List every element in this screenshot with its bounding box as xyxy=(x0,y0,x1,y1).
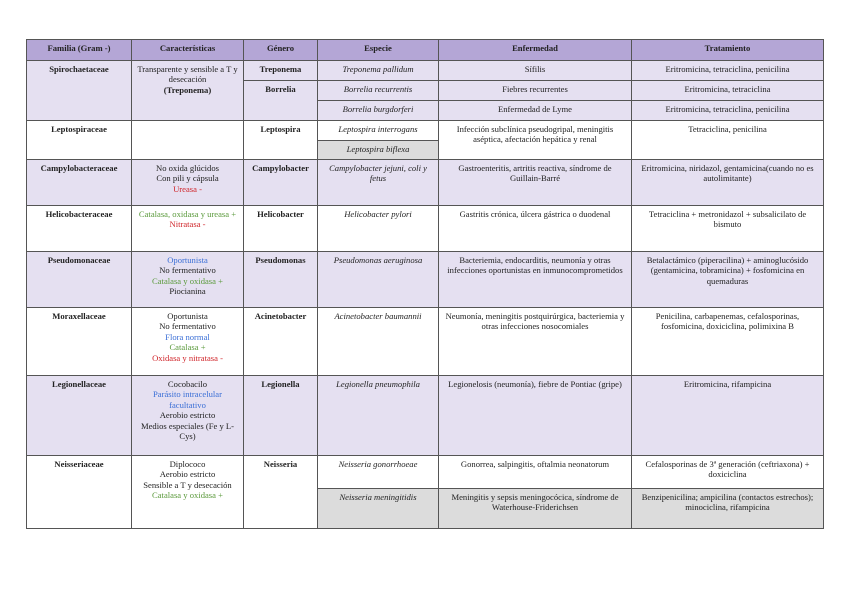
enfermedad-cell: Sífilis xyxy=(439,61,632,81)
tratamiento-cell: Penicilina, carbapenemas, cefalosporinas, fosfomicina, doxiciclina, polimixina B xyxy=(632,308,824,376)
caract-line: Transparente y sensible a T y desecación xyxy=(137,64,238,85)
caracteristicas-cell xyxy=(132,456,244,529)
caracteristicas-cell xyxy=(132,121,244,160)
familia-cell: Legionellaceae xyxy=(27,376,132,456)
caracteristicas-cell xyxy=(132,61,244,121)
caract-line: Catalasa, oxidasa y ureasa + xyxy=(138,209,237,219)
especie-cell: Borrelia recurrentis xyxy=(318,81,439,101)
genero-cell: Neisseria xyxy=(244,456,318,529)
header-tratamiento: Tratamiento xyxy=(632,40,824,61)
enfermedad-cell: Neumonía, meningitis postquirúrgica, bacteriemia y otras infecciones nosocomiales xyxy=(439,308,632,376)
table-row xyxy=(27,206,824,252)
enfermedad-cell: Gastritis crónica, úlcera gástrica o duodenal xyxy=(439,206,632,252)
tratamiento-cell: Tetraciclina + metronidazol + subsalicilato de bismuto xyxy=(632,206,824,252)
especie-cell: Pseudomonas aeruginosa xyxy=(318,252,439,308)
caract-line: Oxidasa y nitratasa - xyxy=(152,352,223,363)
table-row xyxy=(27,252,824,308)
especie-cell: Leptospira interrogans xyxy=(318,121,439,141)
tratamiento-cell: Eritromicina, tetraciclina, penicilina xyxy=(632,61,824,81)
tratamiento-cell: Benzipenicilina; ampicilina (contactos estrechos); minociclina, rifampicina xyxy=(632,489,824,529)
familia-cell: Leptospiraceae xyxy=(27,121,132,160)
enfermedad-cell: Bacteriemia, endocarditis, neumonía y otras infecciones oportunistas en inmunocomprometidos xyxy=(439,252,632,308)
caract-line: Piocianina xyxy=(169,286,206,297)
caract-line: Aerobio estricto xyxy=(159,469,216,480)
caracteristicas-cell xyxy=(132,376,244,456)
especie-cell: Helicobacter pylori xyxy=(318,206,439,252)
caract-line: Diplococo xyxy=(169,459,206,469)
caract-line: Oportunista xyxy=(167,311,208,321)
bacteria-table xyxy=(26,39,824,529)
genero-cell: Borrelia xyxy=(244,81,318,121)
genero-cell: Legionella xyxy=(244,376,318,456)
table-row xyxy=(27,376,824,456)
especie-cell: Neisseria gonorrhoeae xyxy=(318,456,439,489)
table-row xyxy=(27,160,824,206)
genero-cell: Helicobacter xyxy=(244,206,318,252)
caract-line: No oxida glúcidos xyxy=(155,163,219,173)
enfermedad-cell: Meningitis y sepsis meningocócica, síndrome de Waterhouse-Friderichsen xyxy=(439,489,632,529)
especie-cell: Leptospira biflexa xyxy=(318,141,439,160)
tratamiento-cell: Eritromicina, tetraciclina, penicilina xyxy=(632,101,824,121)
caract-line: Catalasa y oxidasa + xyxy=(152,490,223,501)
caract-line: No fermentativo xyxy=(159,265,216,276)
caracteristicas-cell xyxy=(132,206,244,252)
tratamiento-cell: Tetraciclina, penicilina xyxy=(632,121,824,160)
caract-line: Cocobacilo xyxy=(167,379,208,389)
caract-line: Sensible a T y desecación xyxy=(143,479,232,490)
caracteristicas-cell xyxy=(132,252,244,308)
especie-cell: Acinetobacter baumannii xyxy=(318,308,439,376)
enfermedad-cell: Gonorrea, salpingitis, oftalmia neonatorum xyxy=(439,456,632,489)
caract-line: Catalasa y oxidasa + xyxy=(152,275,223,286)
header-enfermedad: Enfermedad xyxy=(439,40,632,61)
caract-line: (Treponema) xyxy=(163,84,212,95)
genero-cell: Pseudomonas xyxy=(244,252,318,308)
table-row xyxy=(27,121,824,141)
genero-cell: Acinetobacter xyxy=(244,308,318,376)
header-familia: Familia (Gram -) xyxy=(27,40,132,61)
caracteristicas-cell xyxy=(132,160,244,206)
table-row xyxy=(27,61,824,81)
especie-cell: Borrelia burgdorferi xyxy=(318,101,439,121)
familia-cell: Pseudomonaceae xyxy=(27,252,132,308)
header-genero: Género xyxy=(244,40,318,61)
tratamiento-cell: Eritromicina, rifampicina xyxy=(632,376,824,456)
table-row xyxy=(27,308,824,376)
enfermedad-cell: Gastroenteritis, artritis reactiva, síndrome de Guillain-Barré xyxy=(439,160,632,206)
caract-line: Flora normal xyxy=(165,331,210,342)
genero-cell: Leptospira xyxy=(244,121,318,160)
caract-line: No fermentativo xyxy=(159,321,216,332)
caracteristicas-cell xyxy=(132,308,244,376)
caract-line: Aerobio estricto xyxy=(159,410,216,421)
enfermedad-cell: Legionelosis (neumonía), fiebre de Pontiac (gripe) xyxy=(439,376,632,456)
caract-line: Medios especiales (Fe y L-Cys) xyxy=(140,420,235,442)
header-caracteristicas: Características xyxy=(132,40,244,61)
header-especie: Especie xyxy=(318,40,439,61)
tratamiento-cell: Eritromicina, niridazol, gentamicina(cuando no es autolimitante) xyxy=(632,160,824,206)
header-row xyxy=(27,40,824,61)
familia-cell: Neisseriaceae xyxy=(27,456,132,529)
genero-cell: Campylobacter xyxy=(244,160,318,206)
especie-cell: Legionella pneumophila xyxy=(318,376,439,456)
caract-line: Catalasa + xyxy=(169,342,206,353)
caract-line: Ureasa - xyxy=(173,183,202,194)
tratamiento-cell: Betalactámico (piperacilina) + aminoglucósido (gentamicina, tobramicina) + fosfomicina en quemaduras xyxy=(632,252,824,308)
table-row xyxy=(27,456,824,489)
familia-cell: Campylobacteraceae xyxy=(27,160,132,206)
enfermedad-cell: Enfermedad de Lyme xyxy=(439,101,632,121)
especie-cell: Neisseria meningitidis xyxy=(318,489,439,529)
caract-line: Parásito intracelular facultativo xyxy=(153,389,222,410)
caract-line: Oportunista xyxy=(167,255,208,265)
enfermedad-cell: Infección subclínica pseudogripal, meningitis aséptica, afectación hepática y renal xyxy=(439,121,632,160)
tratamiento-cell: Eritromicina, tetraciclina xyxy=(632,81,824,101)
enfermedad-cell: Fiebres recurrentes xyxy=(439,81,632,101)
tratamiento-cell: Cefalosporinas de 3ª generación (ceftriaxona) + doxiciclina xyxy=(632,456,824,489)
caract-line: Con pili y cápsula xyxy=(156,173,219,184)
especie-cell: Treponema pallidum xyxy=(318,61,439,81)
especie-cell: Campylobacter jejuni, coli y fetus xyxy=(318,160,439,206)
familia-cell: Moraxellaceae xyxy=(27,308,132,376)
familia-cell: Spirochaetaceae xyxy=(27,61,132,121)
genero-cell: Treponema xyxy=(244,61,318,81)
caract-line: Nitratasa - xyxy=(169,219,206,230)
familia-cell: Helicobacteraceae xyxy=(27,206,132,252)
